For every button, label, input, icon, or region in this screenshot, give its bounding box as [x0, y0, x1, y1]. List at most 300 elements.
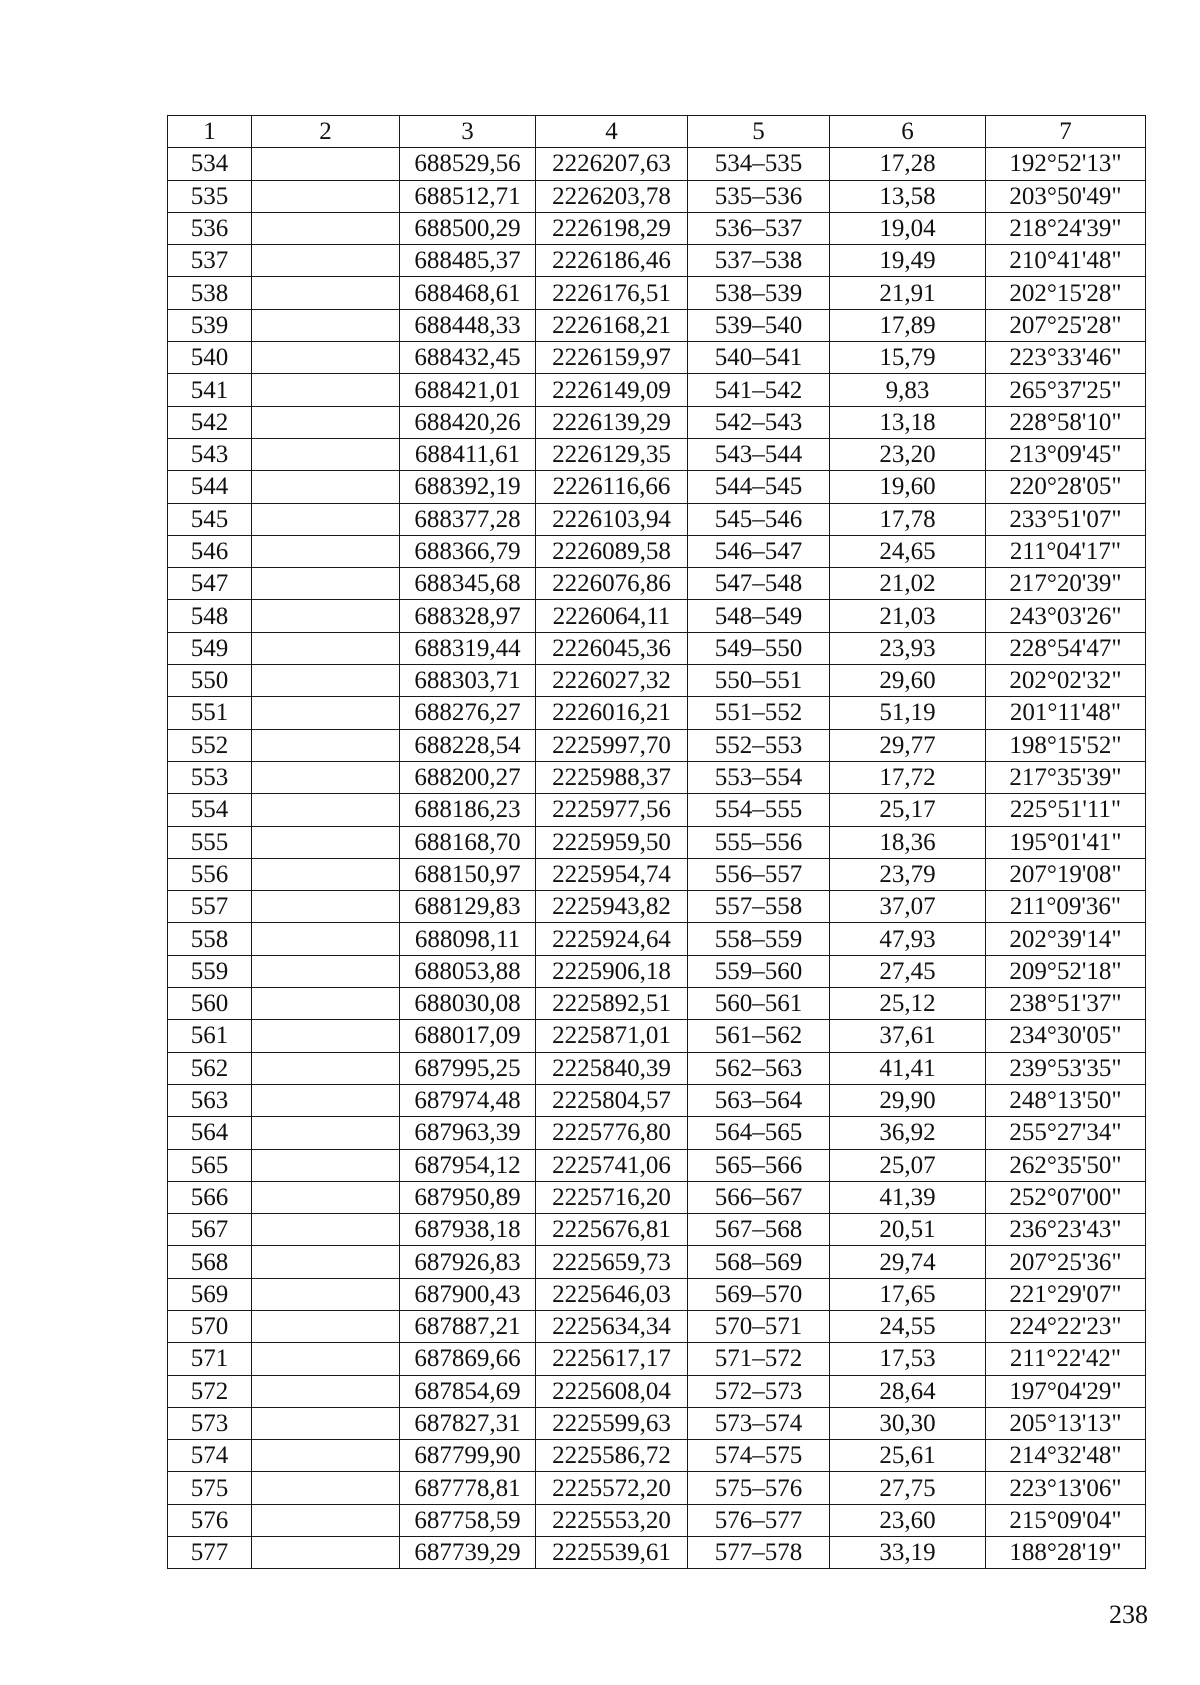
length: 29,77 [830, 729, 986, 761]
column-2-cell [252, 148, 400, 180]
segment: 538–539 [688, 277, 830, 309]
point-number: 536 [168, 212, 252, 244]
column-header-5: 5 [688, 116, 830, 148]
point-number: 555 [168, 826, 252, 858]
column-2-cell [252, 503, 400, 535]
segment: 535–536 [688, 180, 830, 212]
direction-angle: 211°22'42" [986, 1343, 1146, 1375]
x-coordinate: 687900,43 [400, 1278, 536, 1310]
direction-angle: 220°28'05" [986, 471, 1146, 503]
length: 21,02 [830, 568, 986, 600]
y-coordinate: 2225977,56 [536, 794, 688, 826]
x-coordinate: 687799,90 [400, 1440, 536, 1472]
y-coordinate: 2225617,17 [536, 1343, 688, 1375]
direction-angle: 223°33'46" [986, 342, 1146, 374]
column-2-cell [252, 1149, 400, 1181]
point-number: 547 [168, 568, 252, 600]
x-coordinate: 688150,97 [400, 858, 536, 890]
table-row [168, 1440, 1146, 1472]
y-coordinate: 2225804,57 [536, 1084, 688, 1116]
point-number: 563 [168, 1084, 252, 1116]
direction-angle: 195°01'41" [986, 826, 1146, 858]
segment: 544–545 [688, 471, 830, 503]
direction-angle: 205°13'13" [986, 1407, 1146, 1439]
direction-angle: 243°03'26" [986, 600, 1146, 632]
column-header-3: 3 [400, 116, 536, 148]
direction-angle: 197°04'29" [986, 1375, 1146, 1407]
table-row [168, 438, 1146, 470]
length: 41,41 [830, 1052, 986, 1084]
table-row [168, 277, 1146, 309]
table-row [168, 1149, 1146, 1181]
y-coordinate: 2225539,61 [536, 1537, 688, 1569]
point-number: 543 [168, 438, 252, 470]
direction-angle: 248°13'50" [986, 1084, 1146, 1116]
column-2-cell [252, 729, 400, 761]
point-number: 534 [168, 148, 252, 180]
length: 24,65 [830, 535, 986, 567]
direction-angle: 207°19'08" [986, 858, 1146, 890]
x-coordinate: 688366,79 [400, 535, 536, 567]
segment: 545–546 [688, 503, 830, 535]
column-2-cell [252, 1084, 400, 1116]
table-row [168, 1472, 1146, 1504]
direction-angle: 215°09'04" [986, 1504, 1146, 1536]
point-number: 552 [168, 729, 252, 761]
x-coordinate: 687758,59 [400, 1504, 536, 1536]
length: 9,83 [830, 374, 986, 406]
direction-angle: 234°30'05" [986, 1020, 1146, 1052]
table-row [168, 697, 1146, 729]
length: 30,30 [830, 1407, 986, 1439]
point-number: 560 [168, 988, 252, 1020]
x-coordinate: 688186,23 [400, 794, 536, 826]
y-coordinate: 2225741,06 [536, 1149, 688, 1181]
y-coordinate: 2225659,73 [536, 1246, 688, 1278]
column-2-cell [252, 245, 400, 277]
column-header-2: 2 [252, 116, 400, 148]
column-2-cell [252, 1181, 400, 1213]
segment: 541–542 [688, 374, 830, 406]
segment: 558–559 [688, 923, 830, 955]
segment: 562–563 [688, 1052, 830, 1084]
segment: 549–550 [688, 632, 830, 664]
direction-angle: 201°11'48" [986, 697, 1146, 729]
point-number: 567 [168, 1214, 252, 1246]
segment: 552–553 [688, 729, 830, 761]
y-coordinate: 2225954,74 [536, 858, 688, 890]
direction-angle: 213°09'45" [986, 438, 1146, 470]
segment: 554–555 [688, 794, 830, 826]
x-coordinate: 688098,11 [400, 923, 536, 955]
length: 36,92 [830, 1117, 986, 1149]
table-row [168, 212, 1146, 244]
segment: 547–548 [688, 568, 830, 600]
table-row [168, 923, 1146, 955]
x-coordinate: 688500,29 [400, 212, 536, 244]
table-row [168, 794, 1146, 826]
table-row [168, 1181, 1146, 1213]
length: 33,19 [830, 1537, 986, 1569]
length: 19,04 [830, 212, 986, 244]
point-number: 559 [168, 955, 252, 987]
y-coordinate: 2225988,37 [536, 761, 688, 793]
x-coordinate: 688328,97 [400, 600, 536, 632]
column-2-cell [252, 342, 400, 374]
segment: 536–537 [688, 212, 830, 244]
table-row [168, 988, 1146, 1020]
length: 28,64 [830, 1375, 986, 1407]
column-2-cell [252, 761, 400, 793]
segment: 566–567 [688, 1181, 830, 1213]
direction-angle: 217°20'39" [986, 568, 1146, 600]
length: 17,28 [830, 148, 986, 180]
column-2-cell [252, 1537, 400, 1569]
length: 27,75 [830, 1472, 986, 1504]
direction-angle: 202°15'28" [986, 277, 1146, 309]
table-row [168, 180, 1146, 212]
direction-angle: 238°51'37" [986, 988, 1146, 1020]
y-coordinate: 2226176,51 [536, 277, 688, 309]
table-row [168, 503, 1146, 535]
column-2-cell [252, 955, 400, 987]
length: 25,07 [830, 1149, 986, 1181]
direction-angle: 236°23'43" [986, 1214, 1146, 1246]
x-coordinate: 688485,37 [400, 245, 536, 277]
length: 37,07 [830, 891, 986, 923]
direction-angle: 221°29'07" [986, 1278, 1146, 1310]
table-row [168, 568, 1146, 600]
y-coordinate: 2225608,04 [536, 1375, 688, 1407]
column-2-cell [252, 1375, 400, 1407]
x-coordinate: 688168,70 [400, 826, 536, 858]
x-coordinate: 687739,29 [400, 1537, 536, 1569]
point-number: 558 [168, 923, 252, 955]
segment: 546–547 [688, 535, 830, 567]
x-coordinate: 687938,18 [400, 1214, 536, 1246]
segment: 575–576 [688, 1472, 830, 1504]
length: 21,91 [830, 277, 986, 309]
x-coordinate: 688303,71 [400, 665, 536, 697]
segment: 561–562 [688, 1020, 830, 1052]
direction-angle: 223°13'06" [986, 1472, 1146, 1504]
column-2-cell [252, 1020, 400, 1052]
point-number: 535 [168, 180, 252, 212]
length: 18,36 [830, 826, 986, 858]
column-2-cell [252, 1472, 400, 1504]
point-number: 550 [168, 665, 252, 697]
y-coordinate: 2226159,97 [536, 342, 688, 374]
y-coordinate: 2225586,72 [536, 1440, 688, 1472]
x-coordinate: 687995,25 [400, 1052, 536, 1084]
y-coordinate: 2225906,18 [536, 955, 688, 987]
column-2-cell [252, 891, 400, 923]
segment: 572–573 [688, 1375, 830, 1407]
segment: 567–568 [688, 1214, 830, 1246]
y-coordinate: 2225871,01 [536, 1020, 688, 1052]
table-row [168, 471, 1146, 503]
segment: 551–552 [688, 697, 830, 729]
x-coordinate: 688448,33 [400, 309, 536, 341]
column-2-cell [252, 858, 400, 890]
y-coordinate: 2225997,70 [536, 729, 688, 761]
direction-angle: 202°02'32" [986, 665, 1146, 697]
x-coordinate: 688529,56 [400, 148, 536, 180]
table-row [168, 632, 1146, 664]
column-2-cell [252, 406, 400, 438]
y-coordinate: 2226027,32 [536, 665, 688, 697]
direction-angle: 211°04'17" [986, 535, 1146, 567]
length: 17,53 [830, 1343, 986, 1375]
column-2-cell [252, 923, 400, 955]
x-coordinate: 688200,27 [400, 761, 536, 793]
y-coordinate: 2226139,29 [536, 406, 688, 438]
column-2-cell [252, 632, 400, 664]
y-coordinate: 2226207,63 [536, 148, 688, 180]
point-number: 561 [168, 1020, 252, 1052]
table-row [168, 600, 1146, 632]
y-coordinate: 2225599,63 [536, 1407, 688, 1439]
y-coordinate: 2225776,80 [536, 1117, 688, 1149]
x-coordinate: 688421,01 [400, 374, 536, 406]
column-2-cell [252, 180, 400, 212]
segment: 556–557 [688, 858, 830, 890]
point-number: 568 [168, 1246, 252, 1278]
point-number: 564 [168, 1117, 252, 1149]
direction-angle: 239°53'35" [986, 1052, 1146, 1084]
x-coordinate: 688432,45 [400, 342, 536, 374]
table-row [168, 1407, 1146, 1439]
point-number: 549 [168, 632, 252, 664]
x-coordinate: 687887,21 [400, 1310, 536, 1342]
column-2-cell [252, 1246, 400, 1278]
point-number: 540 [168, 342, 252, 374]
column-2-cell [252, 568, 400, 600]
length: 25,61 [830, 1440, 986, 1472]
x-coordinate: 687974,48 [400, 1084, 536, 1116]
table-row [168, 309, 1146, 341]
column-2-cell [252, 697, 400, 729]
segment: 537–538 [688, 245, 830, 277]
direction-angle: 252°07'00" [986, 1181, 1146, 1213]
segment: 543–544 [688, 438, 830, 470]
point-number: 544 [168, 471, 252, 503]
direction-angle: 262°35'50" [986, 1149, 1146, 1181]
table-row [168, 406, 1146, 438]
direction-angle: 265°37'25" [986, 374, 1146, 406]
length: 29,60 [830, 665, 986, 697]
y-coordinate: 2225840,39 [536, 1052, 688, 1084]
y-coordinate: 2226198,29 [536, 212, 688, 244]
length: 25,12 [830, 988, 986, 1020]
direction-angle: 203°50'49" [986, 180, 1146, 212]
length: 15,79 [830, 342, 986, 374]
direction-angle: 224°22'23" [986, 1310, 1146, 1342]
column-2-cell [252, 988, 400, 1020]
table-body [168, 148, 1146, 1569]
point-number: 562 [168, 1052, 252, 1084]
segment: 548–549 [688, 600, 830, 632]
direction-angle: 255°27'34" [986, 1117, 1146, 1149]
length: 29,74 [830, 1246, 986, 1278]
point-number: 546 [168, 535, 252, 567]
y-coordinate: 2226186,46 [536, 245, 688, 277]
table-row [168, 1278, 1146, 1310]
y-coordinate: 2225646,03 [536, 1278, 688, 1310]
direction-angle: 225°51'11" [986, 794, 1146, 826]
point-number: 557 [168, 891, 252, 923]
length: 17,72 [830, 761, 986, 793]
direction-angle: 198°15'52" [986, 729, 1146, 761]
y-coordinate: 2226203,78 [536, 180, 688, 212]
length: 23,93 [830, 632, 986, 664]
column-2-cell [252, 212, 400, 244]
length: 21,03 [830, 600, 986, 632]
segment: 553–554 [688, 761, 830, 793]
segment: 571–572 [688, 1343, 830, 1375]
y-coordinate: 2226168,21 [536, 309, 688, 341]
x-coordinate: 688512,71 [400, 180, 536, 212]
x-coordinate: 687827,31 [400, 1407, 536, 1439]
x-coordinate: 687854,69 [400, 1375, 536, 1407]
y-coordinate: 2225892,51 [536, 988, 688, 1020]
x-coordinate: 688017,09 [400, 1020, 536, 1052]
segment: 574–575 [688, 1440, 830, 1472]
direction-angle: 202°39'14" [986, 923, 1146, 955]
y-coordinate: 2226103,94 [536, 503, 688, 535]
segment: 577–578 [688, 1537, 830, 1569]
length: 37,61 [830, 1020, 986, 1052]
y-coordinate: 2225959,50 [536, 826, 688, 858]
point-number: 554 [168, 794, 252, 826]
direction-angle: 209°52'18" [986, 955, 1146, 987]
point-number: 570 [168, 1310, 252, 1342]
x-coordinate: 688345,68 [400, 568, 536, 600]
table-header-row [168, 116, 1146, 148]
y-coordinate: 2225676,81 [536, 1214, 688, 1246]
length: 29,90 [830, 1084, 986, 1116]
point-number: 577 [168, 1537, 252, 1569]
length: 19,49 [830, 245, 986, 277]
table-row [168, 955, 1146, 987]
table-row [168, 1052, 1146, 1084]
x-coordinate: 688276,27 [400, 697, 536, 729]
point-number: 573 [168, 1407, 252, 1439]
segment: 569–570 [688, 1278, 830, 1310]
column-2-cell [252, 535, 400, 567]
segment: 539–540 [688, 309, 830, 341]
direction-angle: 214°32'48" [986, 1440, 1146, 1472]
length: 23,60 [830, 1504, 986, 1536]
length: 17,65 [830, 1278, 986, 1310]
table-row [168, 535, 1146, 567]
y-coordinate: 2226016,21 [536, 697, 688, 729]
length: 47,93 [830, 923, 986, 955]
column-2-cell [252, 277, 400, 309]
x-coordinate: 688129,83 [400, 891, 536, 923]
y-coordinate: 2225924,64 [536, 923, 688, 955]
table-row [168, 148, 1146, 180]
direction-angle: 211°09'36" [986, 891, 1146, 923]
y-coordinate: 2226045,36 [536, 632, 688, 664]
table-row [168, 1310, 1146, 1342]
point-number: 551 [168, 697, 252, 729]
table-row [168, 374, 1146, 406]
column-2-cell [252, 1214, 400, 1246]
segment: 564–565 [688, 1117, 830, 1149]
point-number: 569 [168, 1278, 252, 1310]
direction-angle: 207°25'36" [986, 1246, 1146, 1278]
coordinates-table [167, 115, 1146, 1569]
x-coordinate: 688228,54 [400, 729, 536, 761]
y-coordinate: 2226076,86 [536, 568, 688, 600]
table-row [168, 1375, 1146, 1407]
point-number: 539 [168, 309, 252, 341]
point-number: 537 [168, 245, 252, 277]
column-2-cell [252, 1310, 400, 1342]
segment: 563–564 [688, 1084, 830, 1116]
point-number: 576 [168, 1504, 252, 1536]
length: 23,79 [830, 858, 986, 890]
column-header-4: 4 [536, 116, 688, 148]
column-2-cell [252, 309, 400, 341]
direction-angle: 228°54'47" [986, 632, 1146, 664]
table-row [168, 665, 1146, 697]
point-number: 572 [168, 1375, 252, 1407]
length: 13,58 [830, 180, 986, 212]
column-2-cell [252, 665, 400, 697]
segment: 568–569 [688, 1246, 830, 1278]
segment: 560–561 [688, 988, 830, 1020]
direction-angle: 192°52'13" [986, 148, 1146, 180]
point-number: 571 [168, 1343, 252, 1375]
length: 24,55 [830, 1310, 986, 1342]
direction-angle: 218°24'39" [986, 212, 1146, 244]
column-2-cell [252, 1052, 400, 1084]
segment: 565–566 [688, 1149, 830, 1181]
y-coordinate: 2226149,09 [536, 374, 688, 406]
table-row [168, 342, 1146, 374]
table-row [168, 891, 1146, 923]
segment: 573–574 [688, 1407, 830, 1439]
segment: 534–535 [688, 148, 830, 180]
direction-angle: 228°58'10" [986, 406, 1146, 438]
y-coordinate: 2225716,20 [536, 1181, 688, 1213]
length: 23,20 [830, 438, 986, 470]
table-row [168, 1117, 1146, 1149]
table-row [168, 1343, 1146, 1375]
point-number: 565 [168, 1149, 252, 1181]
point-number: 575 [168, 1472, 252, 1504]
length: 27,45 [830, 955, 986, 987]
column-2-cell [252, 826, 400, 858]
segment: 555–556 [688, 826, 830, 858]
x-coordinate: 688053,88 [400, 955, 536, 987]
direction-angle: 207°25'28" [986, 309, 1146, 341]
table-row [168, 245, 1146, 277]
segment: 559–560 [688, 955, 830, 987]
x-coordinate: 687963,39 [400, 1117, 536, 1149]
length: 17,78 [830, 503, 986, 535]
direction-angle: 210°41'48" [986, 245, 1146, 277]
column-header-6: 6 [830, 116, 986, 148]
column-2-cell [252, 1278, 400, 1310]
column-2-cell [252, 438, 400, 470]
length: 51,19 [830, 697, 986, 729]
direction-angle: 188°28'19" [986, 1537, 1146, 1569]
x-coordinate: 688411,61 [400, 438, 536, 470]
column-2-cell [252, 471, 400, 503]
